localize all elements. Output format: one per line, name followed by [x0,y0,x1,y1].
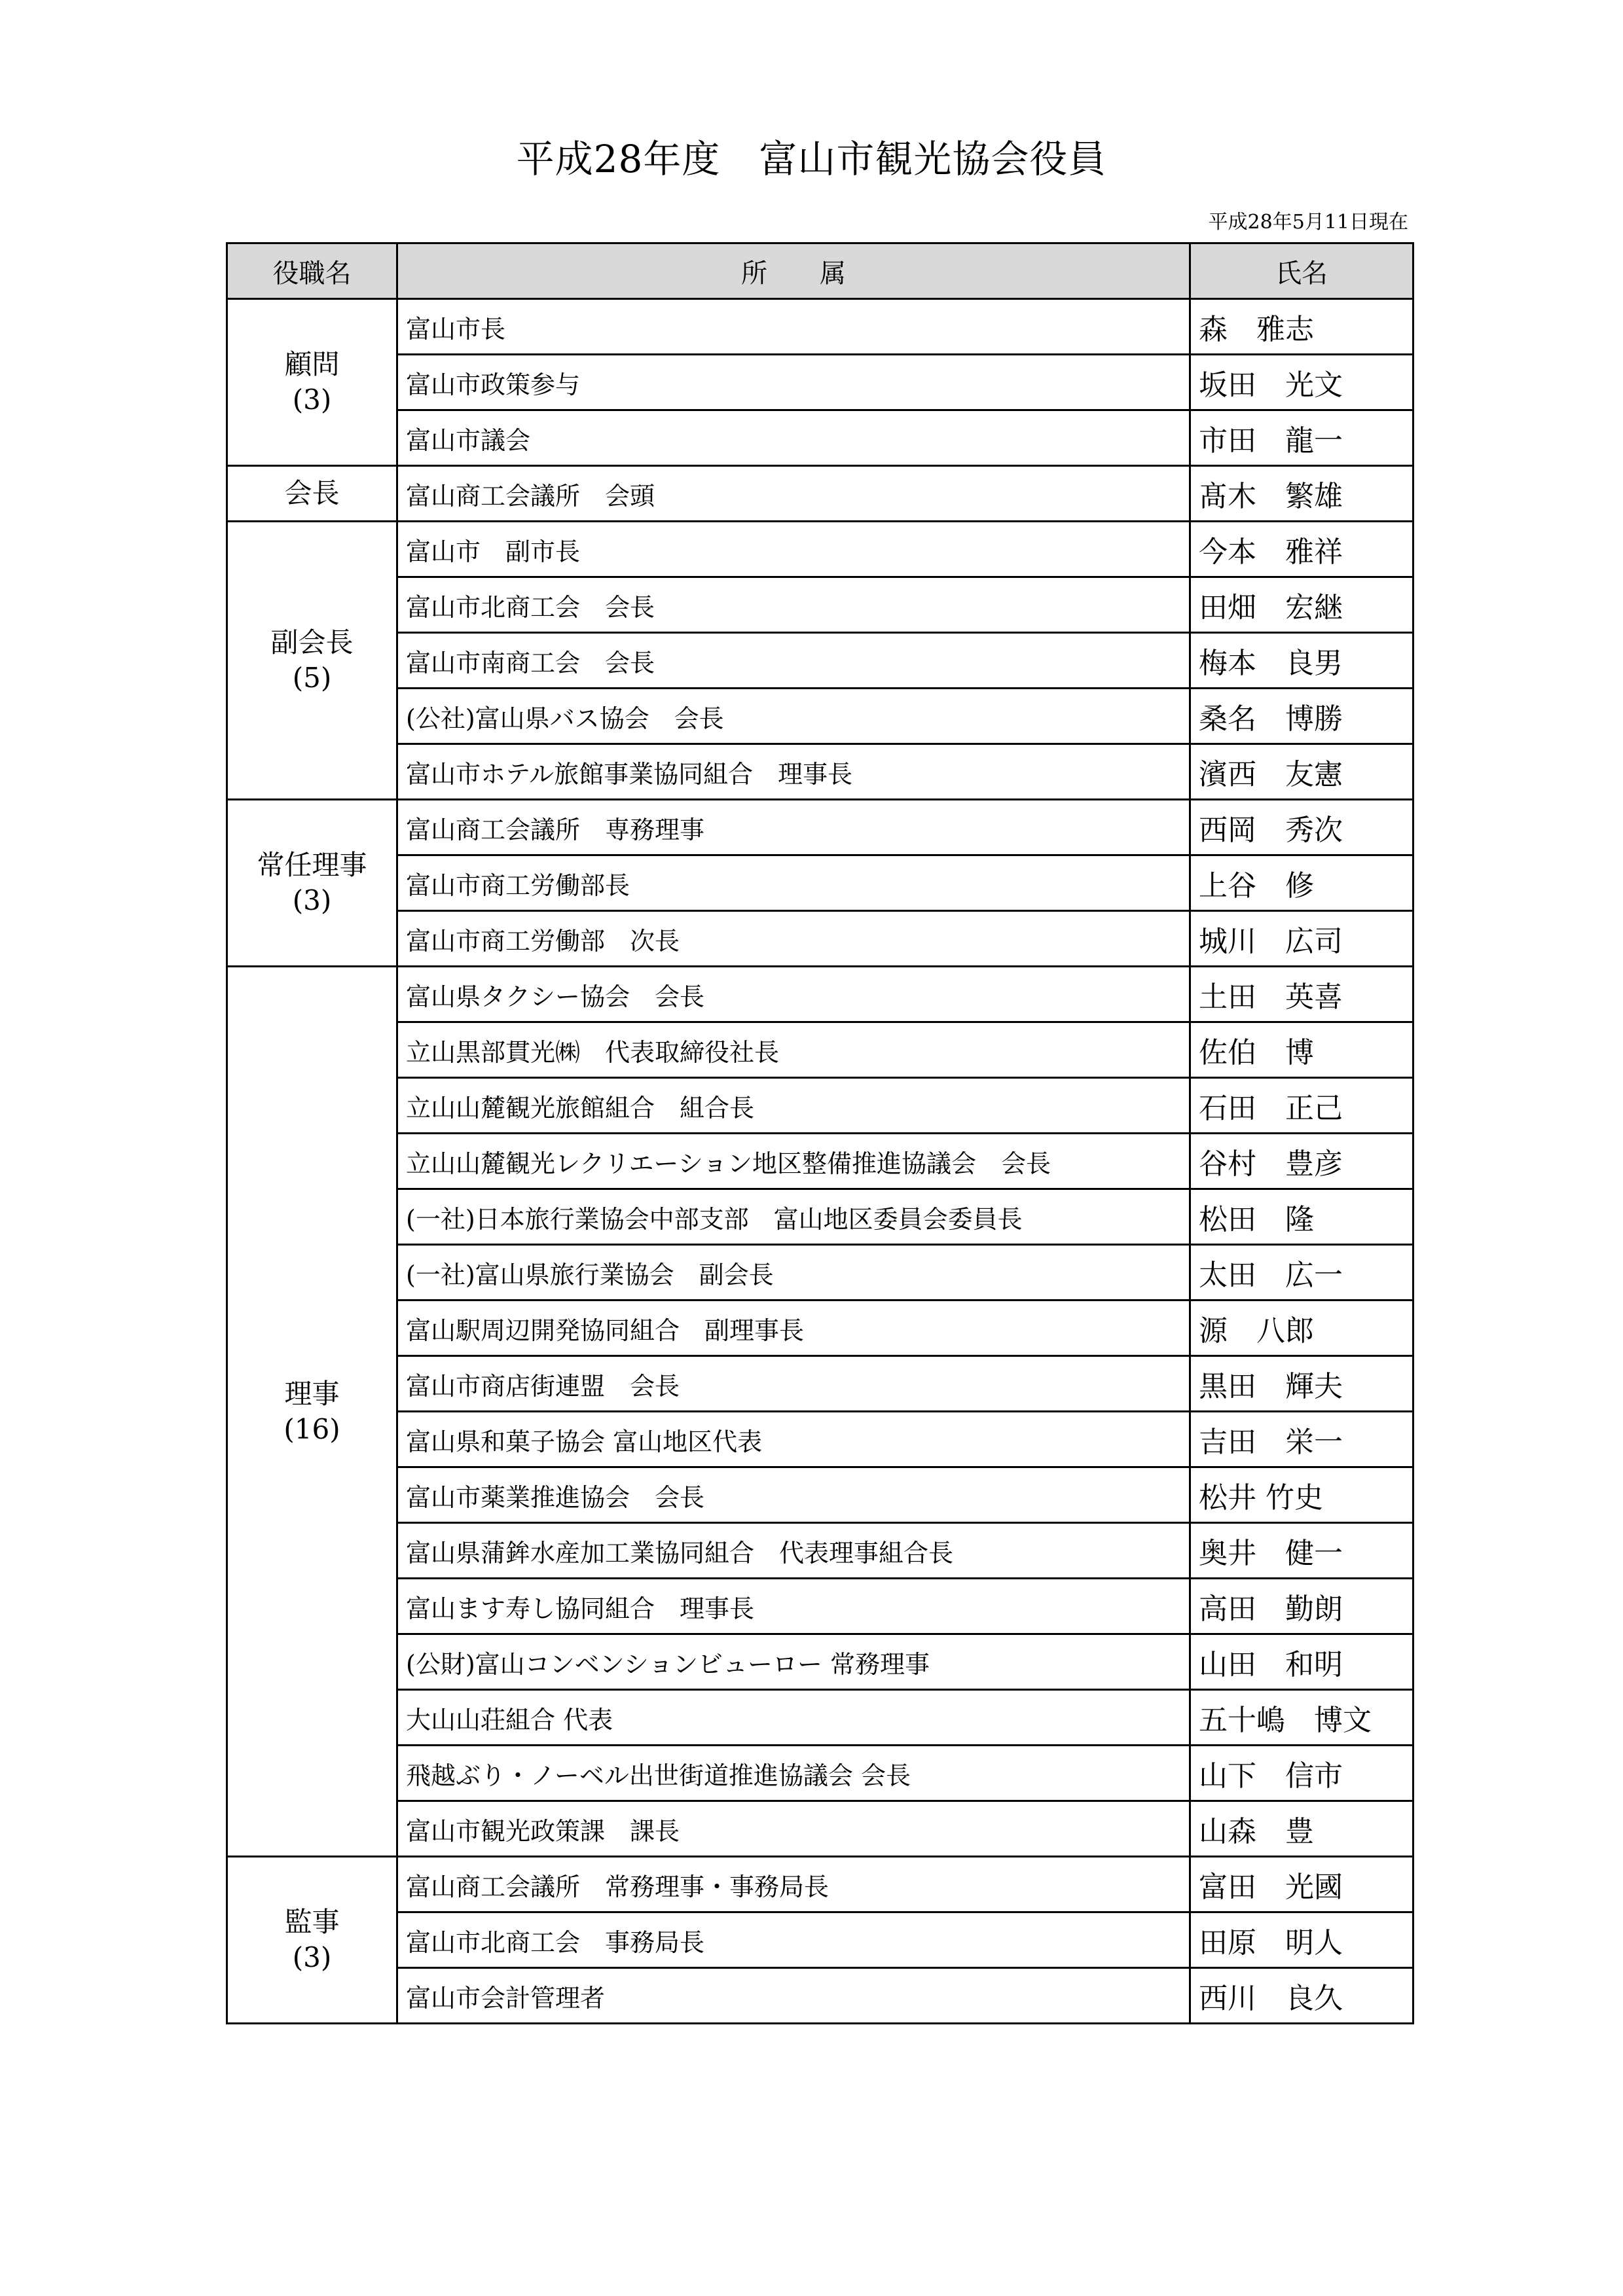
affiliation-cell: 富山県タクシー協会 会長 [397,967,1190,1022]
name-cell: 西岡 秀次 [1190,800,1413,855]
header-name: 氏名 [1190,243,1413,299]
table-row [227,1912,1413,1968]
table-row [227,689,1413,744]
table-row [227,1968,1413,2024]
as-of-date: 平成28年5月11日現在 [1208,211,1408,234]
table-row [227,299,1413,355]
affiliation-cell: 立山山麓観光旅館組合 組合長 [397,1078,1190,1134]
name-cell: 五十嶋 博文 [1190,1690,1413,1746]
table-row [227,1467,1413,1523]
name-cell: 田原 明人 [1190,1912,1413,1968]
role-cell [227,967,397,1857]
role-cell [227,522,397,800]
table-row [227,1412,1413,1467]
name-cell: 松井 竹史 [1190,1467,1413,1523]
table-row [227,1801,1413,1857]
name-cell: 石田 正己 [1190,1078,1413,1134]
page-title: 平成28年度 富山市観光協会役員 [516,137,1107,181]
name-cell: 今本 雅祥 [1190,522,1413,577]
role-count: (3) [292,884,332,916]
role-title: 監事 [284,1906,340,1938]
name-cell: 源 八郎 [1190,1300,1413,1356]
role-count: (5) [292,662,332,694]
header-role: 役職名 [227,243,397,299]
table-row [227,1523,1413,1579]
affiliation-cell: 富山ます寿し協同組合 理事長 [397,1579,1190,1634]
name-cell: 城川 広司 [1190,911,1413,967]
name-cell: 土田 英喜 [1190,967,1413,1022]
table-row [227,522,1413,577]
name-cell: 髙木 繁雄 [1190,466,1413,522]
name-cell: 奥井 健一 [1190,1523,1413,1579]
affiliation-cell: (公社)富山県バス協会 会長 [397,689,1190,744]
affiliation-cell: 富山県和菓子協会 富山地区代表 [397,1412,1190,1467]
officers-table-body [227,299,1413,2024]
affiliation-cell: 富山市議会 [397,410,1190,466]
affiliation-cell: 立山山麓観光レクリエーション地区整備推進協議会 会長 [397,1134,1190,1189]
name-cell: 高田 勤朗 [1190,1579,1413,1634]
role-cell [227,1857,397,2024]
affiliation-cell: 富山市薬業推進協会 会長 [397,1467,1190,1523]
name-cell: 市田 龍一 [1190,410,1413,466]
role-title: 会長 [284,477,340,509]
affiliation-cell: 富山市ホテル旅館事業協同組合 理事長 [397,744,1190,800]
table-row [227,855,1413,911]
affiliation-cell: (一社)日本旅行業協会中部支部 富山地区委員会委員長 [397,1189,1190,1245]
name-cell: 谷村 豊彦 [1190,1134,1413,1189]
affiliation-cell: 大山山荘組合 代表 [397,1690,1190,1746]
name-cell: 山森 豊 [1190,1801,1413,1857]
name-cell: 桑名 博勝 [1190,689,1413,744]
name-cell: 松田 隆 [1190,1189,1413,1245]
name-cell: 富田 光國 [1190,1857,1413,1912]
affiliation-cell: 富山市北商工会 事務局長 [397,1912,1190,1968]
table-row [227,466,1413,522]
role-title: 顧問 [284,348,340,380]
name-cell: 濱西 友憲 [1190,744,1413,800]
table-row [227,800,1413,855]
affiliation-cell: 富山市商工労働部長 [397,855,1190,911]
table-row [227,1356,1413,1412]
affiliation-cell: 飛越ぶり・ノーベル出世街道推進協議会 会長 [397,1746,1190,1801]
role-count: (3) [292,384,332,416]
table-row [227,410,1413,466]
table-row [227,1579,1413,1634]
name-cell: 黒田 輝夫 [1190,1356,1413,1412]
affiliation-cell: (一社)富山県旅行業協会 副会長 [397,1245,1190,1300]
affiliation-cell: 富山市 副市長 [397,522,1190,577]
role-cell [227,299,397,466]
affiliation-cell: 富山市政策参与 [397,355,1190,410]
name-cell: 森 雅志 [1190,299,1413,355]
table-row [227,1300,1413,1356]
name-cell: 西川 良久 [1190,1968,1413,2024]
table-header-row [227,243,1413,299]
name-cell: 上谷 修 [1190,855,1413,911]
affiliation-cell: 富山市南商工会 会長 [397,633,1190,689]
affiliation-cell: 富山市長 [397,299,1190,355]
table-row [227,1690,1413,1746]
role-title: 副会長 [270,626,354,658]
role-title: 理事 [284,1377,340,1410]
name-cell: 山下 信市 [1190,1746,1413,1801]
table-row [227,911,1413,967]
name-cell: 坂田 光文 [1190,355,1413,410]
table-row [227,1245,1413,1300]
table-row [227,577,1413,633]
affiliation-cell: 富山商工会議所 常務理事・事務局長 [397,1857,1190,1912]
affiliation-cell: 富山県蒲鉾水産加工業協同組合 代表理事組合長 [397,1523,1190,1579]
name-cell: 佐伯 博 [1190,1022,1413,1078]
role-cell [227,800,397,967]
role-count: (16) [283,1412,340,1445]
name-cell: 山田 和明 [1190,1634,1413,1690]
table-row [227,355,1413,410]
table-row [227,1634,1413,1690]
table-row [227,967,1413,1022]
table-row [227,1189,1413,1245]
role-cell [227,466,397,522]
table-row [227,1746,1413,1801]
table-row [227,633,1413,689]
affiliation-cell: 富山駅周辺開発協同組合 副理事長 [397,1300,1190,1356]
table-row [227,1022,1413,1078]
name-cell: 梅本 良男 [1190,633,1413,689]
role-count: (3) [292,1941,332,1973]
affiliation-cell: 富山市会計管理者 [397,1968,1190,2024]
officers-table [226,242,1414,2024]
affiliation-cell: 富山市観光政策課 課長 [397,1801,1190,1857]
affiliation-cell: 立山黒部貫光㈱ 代表取締役社長 [397,1022,1190,1078]
name-cell: 吉田 栄一 [1190,1412,1413,1467]
table-row [227,1134,1413,1189]
affiliation-cell: 富山商工会議所 専務理事 [397,800,1190,855]
header-org: 所 属 [397,243,1190,299]
affiliation-cell: (公財)富山コンベンションビューロー 常務理事 [397,1634,1190,1690]
table-row [227,1857,1413,1912]
name-cell: 田畑 宏継 [1190,577,1413,633]
affiliation-cell: 富山市北商工会 会長 [397,577,1190,633]
table-row [227,744,1413,800]
affiliation-cell: 富山商工会議所 会頭 [397,466,1190,522]
table-row [227,1078,1413,1134]
affiliation-cell: 富山市商店街連盟 会長 [397,1356,1190,1412]
name-cell: 太田 広一 [1190,1245,1413,1300]
affiliation-cell: 富山市商工労働部 次長 [397,911,1190,967]
role-title: 常任理事 [257,849,367,881]
